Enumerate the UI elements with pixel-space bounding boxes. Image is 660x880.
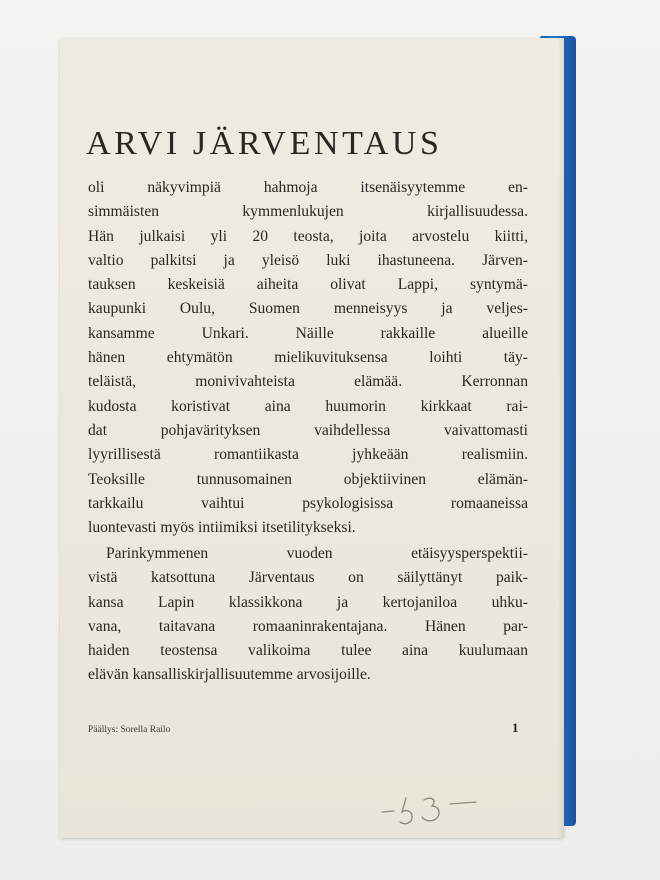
text-line: dat pohjavärityksen vaihdellessa vaivattomasti <box>88 421 528 439</box>
text-line: elävän kansalliskirjallisuutemme arvosijoille. <box>88 666 371 684</box>
text-line: kudosta koristivat aina huumorin kirkkaat rai- <box>88 397 528 415</box>
text-line: Teoksille tunnusomainen objektiivinen elämän- <box>88 470 528 488</box>
text-line: kaupunki Oulu, Suomen menneisyys ja veljes- <box>88 300 528 318</box>
text-line: vana, taitavana romaaninrakentajana. Hänen par- <box>88 617 528 635</box>
text-line: simmäisten kymmenlukujen kirjallisuudessa. <box>88 203 528 221</box>
bio-paragraph <box>88 176 528 540</box>
text-line: Hän julkaisi yli 20 teosta, joita arvostelu kiitti, <box>88 227 528 245</box>
text-line: kansa Lapin klassikkona ja kertojaniloa uhku- <box>88 593 528 611</box>
legacy-paragraph <box>88 542 528 688</box>
text-line: kansamme Unkari. Näille rakkaille alueille <box>88 324 528 342</box>
text-line: hänen ehtymätön mielikuvituksensa loihti täy- <box>88 349 528 367</box>
text-line: haiden teostensa valikoima tulee aina kuulumaan <box>88 642 528 660</box>
text-line: lyyrillisestä romantiikasta jyhkeään realismiin. <box>88 446 528 464</box>
pencil-mark-drawing <box>380 790 490 830</box>
author-heading: ARVI JÄRVENTAUS <box>86 125 443 162</box>
text-line: Parinkymmenen vuoden etäisyysperspektii- <box>106 545 528 562</box>
text-line: luontevasti myös intiimiksi itsetilitykseksi. <box>88 519 356 537</box>
page-number: 1 <box>512 720 519 735</box>
text-line: oli näkyvimpiä hahmoja itsenäisyytemme en- <box>88 179 528 196</box>
text-line: teläistä, monivivahteista elämää. Kerronnan <box>88 373 528 391</box>
text-line: vistä katsottuna Järventaus on säilyttänyt paik- <box>88 569 528 587</box>
text-line: tauksen keskeisiä aiheita olivat Lappi, syntymä- <box>88 276 528 294</box>
text-line: valtio palkitsi ja yleisö luki ihastuneena. Järven- <box>88 251 528 269</box>
cover-credit: Päällys: Sorella Railo <box>88 725 171 735</box>
text-line: tarkkailu vaihtui psykologisissa romaaneissa <box>88 494 528 512</box>
